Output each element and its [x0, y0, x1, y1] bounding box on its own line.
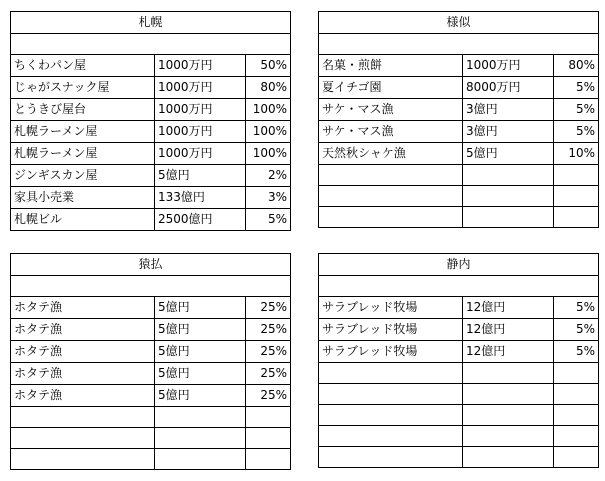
table-row [11, 363, 291, 385]
table-row [319, 77, 599, 99]
percent-cell[interactable] [554, 405, 599, 426]
percent-cell[interactable]: 25% [246, 297, 291, 319]
table-row [11, 165, 291, 187]
title-row [11, 254, 291, 276]
amount-cell[interactable] [155, 449, 246, 470]
business-name-cell[interactable] [319, 165, 463, 186]
title-row [319, 12, 599, 34]
amount-cell[interactable]: 3億円 [463, 99, 554, 121]
blank-row [319, 34, 599, 55]
table-row [319, 384, 599, 405]
percent-cell[interactable] [246, 449, 291, 470]
amount-cell[interactable]: 1000万円 [155, 143, 246, 165]
table-samani [318, 11, 599, 228]
percent-cell[interactable]: 100% [246, 143, 291, 165]
business-name-cell[interactable] [319, 363, 463, 384]
business-name-cell[interactable]: ホタテ漁 [11, 385, 155, 407]
business-name-cell[interactable]: ホタテ漁 [11, 319, 155, 341]
amount-cell[interactable] [463, 207, 554, 228]
percent-cell[interactable]: 80% [246, 77, 291, 99]
percent-cell[interactable]: 5% [554, 77, 599, 99]
table-row [319, 363, 599, 384]
amount-cell[interactable]: 8000万円 [463, 77, 554, 99]
table-row [11, 449, 291, 470]
percent-cell[interactable]: 3% [246, 187, 291, 209]
table-row [319, 297, 599, 319]
table-title-cell[interactable]: 静内 [319, 254, 599, 276]
blank-cell[interactable] [11, 276, 291, 297]
business-name-cell[interactable]: ホタテ漁 [11, 363, 155, 385]
percent-cell[interactable] [554, 207, 599, 228]
percent-cell[interactable]: 80% [554, 55, 599, 77]
amount-cell[interactable]: 1000万円 [155, 121, 246, 143]
business-name-cell[interactable] [11, 428, 155, 449]
amount-cell[interactable] [463, 384, 554, 405]
business-name-cell[interactable]: 天然秋シャケ漁 [319, 143, 463, 165]
table-row [319, 405, 599, 426]
title-row [319, 254, 599, 276]
table-row [11, 297, 291, 319]
table-row [319, 165, 599, 186]
blank-cell[interactable] [319, 34, 599, 55]
business-name-cell[interactable]: とうきび屋台 [11, 99, 155, 121]
table-row [319, 447, 599, 468]
percent-cell[interactable]: 5% [246, 209, 291, 231]
title-row [11, 12, 291, 34]
table-row [319, 99, 599, 121]
amount-cell[interactable] [463, 363, 554, 384]
amount-cell[interactable]: 1000万円 [155, 77, 246, 99]
table-row [319, 319, 599, 341]
percent-cell[interactable]: 25% [246, 385, 291, 407]
business-name-cell[interactable] [11, 407, 155, 428]
percent-cell[interactable]: 50% [246, 55, 291, 77]
amount-cell[interactable]: 5億円 [155, 319, 246, 341]
amount-cell[interactable]: 3億円 [463, 121, 554, 143]
percent-cell[interactable]: 5% [554, 319, 599, 341]
percent-cell[interactable] [246, 428, 291, 449]
table-title-cell[interactable]: 猿払 [11, 254, 291, 276]
percent-cell[interactable] [246, 407, 291, 428]
table-row [11, 385, 291, 407]
percent-cell[interactable]: 5% [554, 297, 599, 319]
amount-cell[interactable] [463, 165, 554, 186]
business-name-cell[interactable] [319, 447, 463, 468]
business-name-cell[interactable] [319, 405, 463, 426]
percent-cell[interactable]: 5% [554, 121, 599, 143]
business-name-cell[interactable]: ホタテ漁 [11, 341, 155, 363]
table-title-cell[interactable]: 様似 [319, 12, 599, 34]
amount-cell[interactable]: 12億円 [463, 297, 554, 319]
amount-cell[interactable]: 1000万円 [155, 99, 246, 121]
amount-cell[interactable]: 133億円 [155, 187, 246, 209]
table-row [319, 143, 599, 165]
blank-row [319, 276, 599, 297]
percent-cell[interactable]: 10% [554, 143, 599, 165]
percent-cell[interactable] [554, 186, 599, 207]
amount-cell[interactable]: 5億円 [155, 385, 246, 407]
table-row [11, 428, 291, 449]
amount-cell[interactable]: 5億円 [463, 143, 554, 165]
amount-cell[interactable]: 1000万円 [463, 55, 554, 77]
table-row [11, 407, 291, 428]
business-name-cell[interactable] [319, 207, 463, 228]
table-row [319, 186, 599, 207]
business-name-cell[interactable] [319, 426, 463, 447]
table-row [319, 341, 599, 363]
business-name-cell[interactable]: 家具小売業 [11, 187, 155, 209]
table-title-cell[interactable]: 札幌 [11, 12, 291, 34]
business-name-cell[interactable]: 夏イチゴ園 [319, 77, 463, 99]
business-name-cell[interactable]: サラブレッド牧場 [319, 341, 463, 363]
amount-cell[interactable]: 5億円 [155, 341, 246, 363]
business-name-cell[interactable]: じゃがスナック屋 [11, 77, 155, 99]
table-sapporo [10, 11, 291, 231]
percent-cell[interactable]: 25% [246, 363, 291, 385]
amount-cell[interactable] [463, 426, 554, 447]
business-name-cell[interactable]: ホタテ漁 [11, 297, 155, 319]
amount-cell[interactable] [155, 428, 246, 449]
table-row [11, 209, 291, 231]
business-name-cell[interactable]: サケ・マス漁 [319, 99, 463, 121]
business-name-cell[interactable]: 札幌ラーメン屋 [11, 143, 155, 165]
business-name-cell[interactable]: 名菓・煎餅 [319, 55, 463, 77]
percent-cell[interactable]: 5% [554, 99, 599, 121]
business-name-cell[interactable] [11, 449, 155, 470]
blank-row [11, 34, 291, 55]
business-name-cell[interactable]: ジンギスカン屋 [11, 165, 155, 187]
table-row [319, 121, 599, 143]
percent-cell[interactable] [554, 165, 599, 186]
amount-cell[interactable] [463, 405, 554, 426]
table-row [11, 319, 291, 341]
percent-cell[interactable] [554, 384, 599, 405]
table-row [319, 55, 599, 77]
table-row [11, 77, 291, 99]
table-row [11, 55, 291, 77]
amount-cell[interactable] [155, 407, 246, 428]
amount-cell[interactable]: 1000万円 [155, 55, 246, 77]
table-row [319, 426, 599, 447]
blank-cell[interactable] [11, 34, 291, 55]
amount-cell[interactable]: 12億円 [463, 341, 554, 363]
percent-cell[interactable]: 100% [246, 99, 291, 121]
table-row [11, 341, 291, 363]
amount-cell[interactable]: 2500億円 [155, 209, 246, 231]
amount-cell[interactable] [463, 186, 554, 207]
business-name-cell[interactable]: サラブレッド牧場 [319, 297, 463, 319]
table-row [319, 207, 599, 228]
business-name-cell[interactable]: サケ・マス漁 [319, 121, 463, 143]
amount-cell[interactable] [463, 447, 554, 468]
business-name-cell[interactable] [319, 384, 463, 405]
blank-row [11, 276, 291, 297]
table-row [11, 143, 291, 165]
percent-cell[interactable] [554, 426, 599, 447]
business-name-cell[interactable]: 札幌ビル [11, 209, 155, 231]
percent-cell[interactable]: 100% [246, 121, 291, 143]
business-name-cell[interactable] [319, 186, 463, 207]
amount-cell[interactable]: 12億円 [463, 319, 554, 341]
blank-cell[interactable] [319, 276, 599, 297]
business-name-cell[interactable]: サラブレッド牧場 [319, 319, 463, 341]
percent-cell[interactable] [554, 447, 599, 468]
amount-cell[interactable]: 5億円 [155, 165, 246, 187]
table-shizunai [318, 253, 599, 468]
business-name-cell[interactable]: 札幌ラーメン屋 [11, 121, 155, 143]
percent-cell[interactable]: 2% [246, 165, 291, 187]
table-row [11, 99, 291, 121]
amount-cell[interactable]: 5億円 [155, 297, 246, 319]
table-row [11, 187, 291, 209]
table-sarufutsu [10, 253, 291, 470]
percent-cell[interactable]: 25% [246, 341, 291, 363]
percent-cell[interactable] [554, 363, 599, 384]
table-row [11, 121, 291, 143]
business-name-cell[interactable]: ちくわパン屋 [11, 55, 155, 77]
percent-cell[interactable]: 25% [246, 319, 291, 341]
amount-cell[interactable]: 5億円 [155, 363, 246, 385]
percent-cell[interactable]: 5% [554, 341, 599, 363]
